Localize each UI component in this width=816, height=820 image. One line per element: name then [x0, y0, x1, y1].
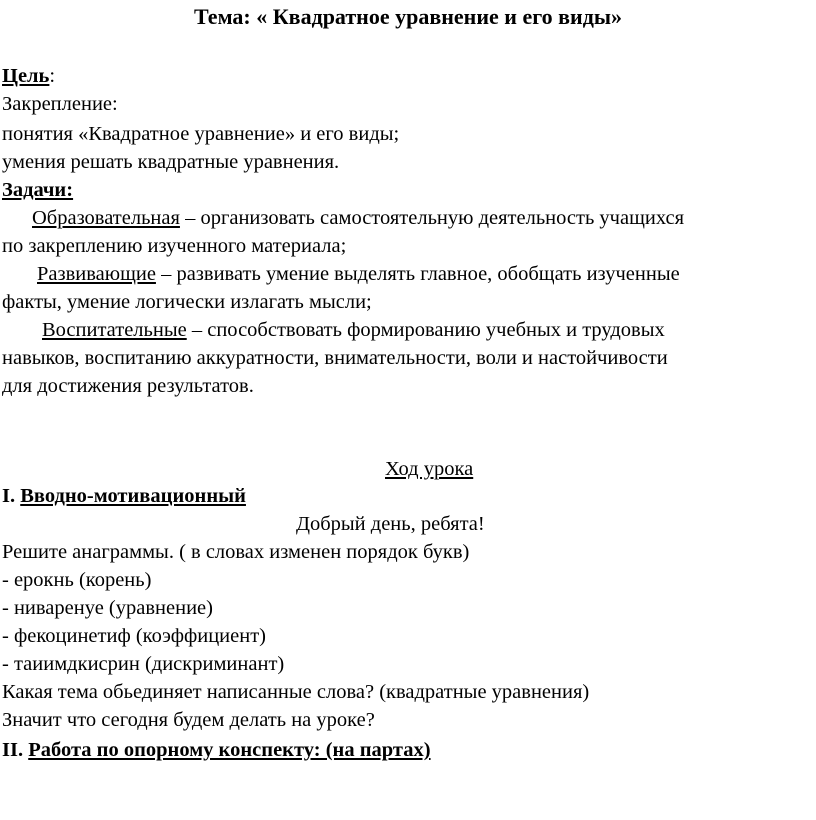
task-developmental: [37, 260, 680, 288]
lesson-line-4: - фекоцинетиф (коэффициент): [2, 625, 266, 647]
section-2-numeral: II.: [2, 739, 24, 761]
task-upbringing-text: – способствовать формированию учебных и трудовых: [186, 319, 665, 341]
task-developmental-cont: факты, умение логически излагать мысли;: [2, 291, 372, 313]
goal-line-1: Закрепление:: [2, 93, 118, 115]
lesson-line-6: Какая тема обьединяет написанные слова? (квадратные уравнения): [2, 681, 590, 703]
task-upbringing-cont-2: для достижения результатов.: [2, 375, 254, 397]
goal-label: Цель: [2, 65, 50, 87]
task-upbringing: [42, 316, 665, 344]
lesson-line-2: - ерокнь (корень): [2, 569, 152, 591]
lesson-line-5: - таиимдкисрин (дискриминант): [2, 653, 285, 675]
section-2-title: Работа по опорному конспекту: (на партах): [28, 739, 431, 761]
task-upbringing-cont-1: навыков, воспитанию аккуратности, внимательности, воли и настойчивости: [2, 347, 668, 369]
lesson-heading: Ход урока: [385, 458, 474, 480]
goal-line-3: умения решать квадратные уравнения.: [2, 151, 340, 173]
greeting: Добрый день, ребята!: [296, 513, 485, 535]
document-title: Тема: « Квадратное уравнение и его виды»: [193, 4, 623, 29]
section-1-numeral: I.: [2, 485, 16, 507]
task-developmental-text: – развивать умение выделять главное, обобщать изученные: [155, 263, 680, 285]
section-2-heading: [2, 736, 431, 764]
task-educational-term: Образовательная: [32, 207, 180, 229]
tasks-label: Задачи:: [2, 179, 74, 201]
task-educational: [32, 204, 684, 232]
lesson-line-3: - ниваренуе (уравнение): [2, 597, 213, 619]
lesson-line-1: Решите анаграммы. ( в словах изменен порядок букв): [2, 541, 470, 563]
task-upbringing-term: Воспитательные: [42, 319, 187, 341]
goal-line-2: понятия «Квадратное уравнение» и его виды;: [2, 123, 400, 145]
task-educational-cont: по закреплению изученного материала;: [2, 235, 347, 257]
task-educational-text: – организовать самостоятельную деятельность учащихся: [179, 207, 685, 229]
task-developmental-term: Развивающие: [37, 263, 156, 285]
section-1-title: Вводно-мотивационный: [20, 485, 246, 507]
lesson-line-7: Значит что сегодня будем делать на уроке?: [2, 709, 375, 731]
section-1-heading: [2, 482, 246, 510]
goal-colon: :: [49, 65, 56, 87]
goal-heading: [2, 62, 55, 90]
